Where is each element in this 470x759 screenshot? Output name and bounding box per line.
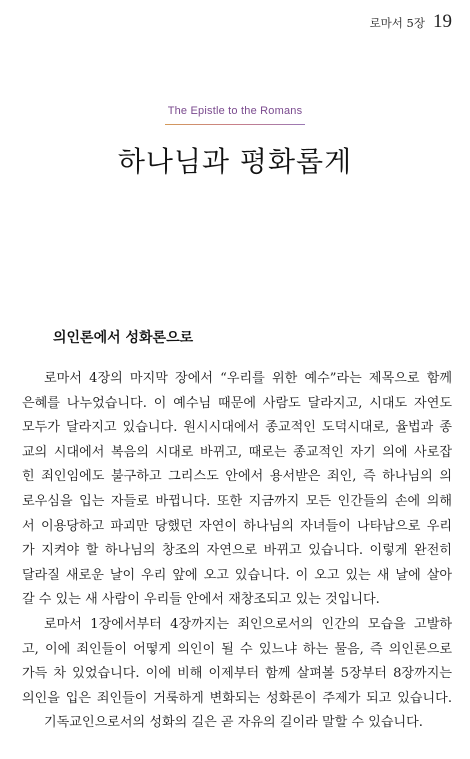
body-line: 교의 시대에서 복음의 시대로 바뀌고, 때로는 종교적인 자기 의에 사로잡 bbox=[22, 444, 452, 460]
body-line: 힌 죄인임에도 불구하고 그리스도 안에서 용서받은 죄인, 즉 하나님의 의 bbox=[22, 469, 452, 485]
body-line: 의인을 입은 죄인들이 거룩하게 변화되는 성화론이 주제가 되고 있습니다. bbox=[22, 690, 452, 706]
body-line: 로우심을 입는 자들로 바뀝니다. 또한 지금까지 모든 인간들의 손에 의해 bbox=[22, 493, 452, 509]
body-line: 로마서 1장에서부터 4장까지는 죄인으로서의 인간의 모습을 고발하 bbox=[44, 616, 452, 632]
page-number: 19 bbox=[433, 11, 452, 32]
body-line: 가득 차 있었습니다. 이에 비해 이제부터 함께 살펴볼 5장부터 8장까지는 bbox=[22, 666, 452, 682]
series-title: The Epistle to the Romans bbox=[167, 105, 303, 117]
section-heading: 의인론에서 성화론으로 bbox=[53, 330, 194, 346]
running-head bbox=[370, 11, 452, 33]
page-title: 하나님과 평화롭게 bbox=[117, 145, 353, 178]
body-line: 갈 수 있는 새 사람이 우리들 안에서 재창조되고 있는 것입니다. bbox=[22, 592, 380, 608]
body-line: 고, 이에 죄인들이 어떻게 의인이 될 수 있느냐 하는 물음, 즉 의인론으로 bbox=[22, 641, 452, 657]
body-line: 모두가 달라지고 있습니다. 원시시대에서 종교적인 도덕시대로, 율법과 종 bbox=[22, 420, 452, 436]
body-line: 기독교인으로서의 성화의 길은 곧 자유의 길이라 말할 수 있습니다. bbox=[44, 715, 423, 731]
decorative-rule bbox=[165, 124, 305, 125]
running-head-chapter: 로마서 5장 bbox=[369, 16, 425, 30]
body-line: 가 지켜야 할 하나님의 창조의 자연으로 바뀌고 있습니다. 이렇게 완전히 bbox=[22, 543, 452, 559]
body-line: 은혜를 나누었습니다. 이 예수님 때문에 사람도 달라지고, 시대도 자연도 bbox=[22, 395, 452, 411]
body-line: 로마서 4장의 마지막 장에서 “우리를 위한 예수”라는 제목으로 함께 bbox=[44, 371, 452, 386]
body-line: 서 이용당하고 파괴만 당했던 자연이 하나님의 자녀들이 나타남으로 우리 bbox=[22, 518, 452, 534]
series-header bbox=[0, 105, 470, 125]
body-text bbox=[22, 367, 452, 736]
body-line: 달라질 새로운 날이 우리 앞에 오고 있습니다. 이 오고 있는 새 날에 살아 bbox=[22, 567, 452, 583]
